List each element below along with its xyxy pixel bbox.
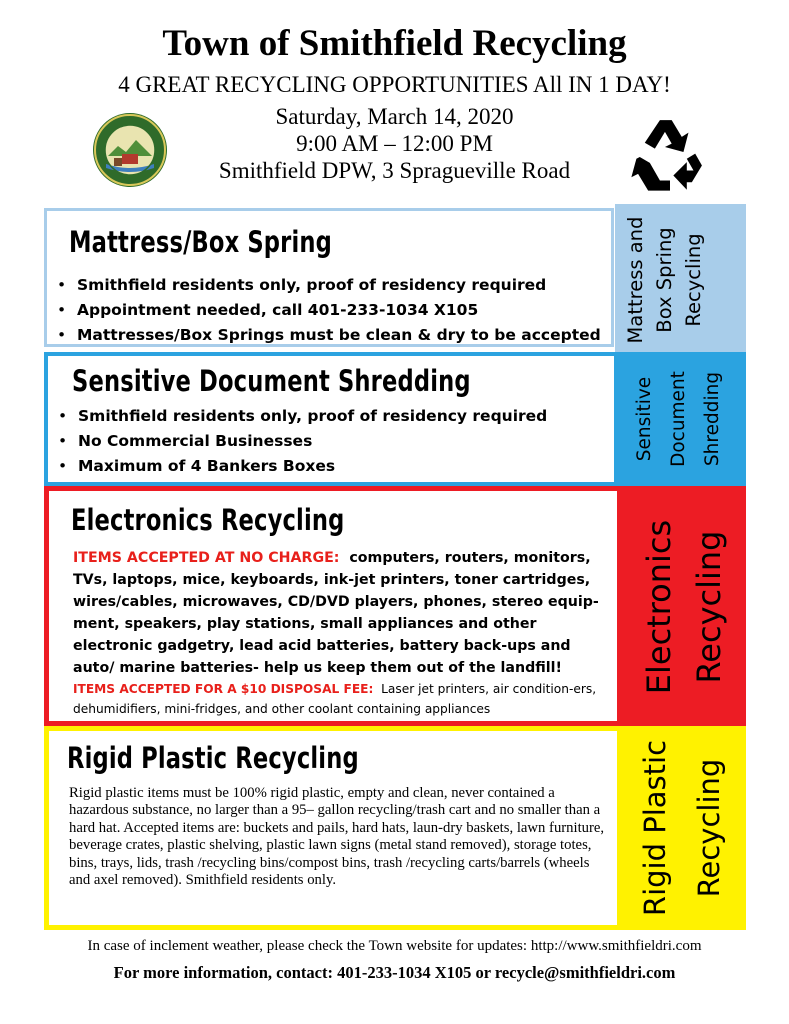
side-line: Rigid Plastic bbox=[638, 739, 672, 917]
plastic-title: Rigid Plastic Recycling bbox=[67, 741, 359, 775]
fee-items-text: Laser jet printers, air condition-ers, dehumidifiers, mini-fridges, and other coolant containing appliances bbox=[73, 682, 597, 716]
page-title: Town of Smithfield Recycling bbox=[162, 23, 627, 64]
side-line: Mattress and bbox=[624, 216, 647, 344]
list-item: • No Commercial Businesses bbox=[50, 429, 547, 454]
shredding-section bbox=[44, 352, 746, 486]
mattress-content-box bbox=[44, 208, 614, 347]
side-line: Recycling bbox=[682, 233, 705, 327]
list-item: • Maximum of 4 Bankers Boxes bbox=[50, 454, 547, 479]
fee-label: ITEMS ACCEPTED FOR A $10 DISPOSAL FEE: bbox=[73, 682, 374, 696]
plastic-section bbox=[44, 726, 746, 930]
side-line: Recycling bbox=[692, 758, 726, 898]
contact-info: For more information, contact: 401-233-1034 X105 or recycle@smithfieldri.com bbox=[113, 963, 676, 982]
shredding-side-label bbox=[618, 352, 746, 486]
weather-notice: In case of inclement weather, please check the Town website for updates: http://www.smithfieldri.com bbox=[87, 938, 702, 954]
mattress-side-label bbox=[615, 204, 746, 352]
page-subtitle: 4 GREAT RECYCLING OPPORTUNITIES All IN 1 DAY! bbox=[118, 72, 671, 97]
plastic-side-label bbox=[622, 726, 746, 930]
side-line: Shredding bbox=[702, 371, 723, 467]
list-item: • Mattresses/Box Springs must be clean & dry to be accepted bbox=[49, 323, 601, 348]
shredding-list bbox=[50, 404, 547, 479]
free-label: ITEMS ACCEPTED AT NO CHARGE: bbox=[73, 550, 340, 566]
mattress-list bbox=[49, 273, 601, 348]
side-line: Box Spring bbox=[653, 227, 676, 333]
shredding-title: Sensitive Document Shredding bbox=[72, 364, 471, 398]
recycle-symbol-icon bbox=[628, 110, 712, 194]
electronics-section bbox=[44, 486, 746, 726]
list-item: • Appointment needed, call 401-233-1034 X105 bbox=[49, 298, 601, 323]
electronics-content-box bbox=[49, 491, 617, 721]
list-item: • Smithfield residents only, proof of residency required bbox=[50, 404, 547, 429]
plastic-content-box bbox=[49, 731, 617, 925]
electronics-free-items bbox=[73, 547, 609, 679]
side-line: Electronics bbox=[640, 519, 678, 695]
free-items-text: computers, routers, monitors, TVs, laptops, mice, keyboards, ink-jet printers, toner cartridges, wires/cables, microwaves, CD/DVD players, phones, stereo equip-ment, speakers, play stations, small appliances and other electronic gadgetry, lead acid batteries, battery back-ups and auto/ marine batteries- help us keep them out of the landfill! bbox=[73, 550, 599, 676]
event-date: Saturday, March 14, 2020 bbox=[275, 104, 514, 129]
mattress-section bbox=[44, 204, 746, 352]
electronics-title: Electronics Recycling bbox=[71, 503, 345, 537]
town-seal-icon bbox=[92, 112, 168, 188]
mattress-title: Mattress/Box Spring bbox=[69, 225, 332, 259]
event-location: Smithfield DPW, 3 Spragueville Road bbox=[218, 158, 571, 183]
list-item: • Smithfield residents only, proof of residency required bbox=[49, 273, 601, 298]
electronics-fee-items bbox=[73, 679, 613, 719]
side-line: Document bbox=[668, 371, 689, 467]
shredding-content-box bbox=[44, 352, 618, 486]
side-line: Recycling bbox=[690, 530, 728, 684]
plastic-body: Rigid plastic items must be 100% rigid plastic, empty and clean, never contained a hazardous substance, no larger than a 95– gallon recycling/trash cart and no smaller than a hard hat. Accepted items are: buckets and pails, hard hats, laun-dry baskets, lawn furniture, beverage crates, plastic shelving, plastic lawn signs (metal stand removed), storage totes, bins, trays, lids, trash /recycling bins/compost bins, trash /recycling carts/barrels (wheels and axel removed). Smithfield residents only. bbox=[69, 785, 605, 889]
side-line: Sensitive bbox=[634, 376, 655, 462]
event-time: 9:00 AM – 12:00 PM bbox=[296, 131, 493, 156]
electronics-side-label bbox=[622, 486, 746, 726]
